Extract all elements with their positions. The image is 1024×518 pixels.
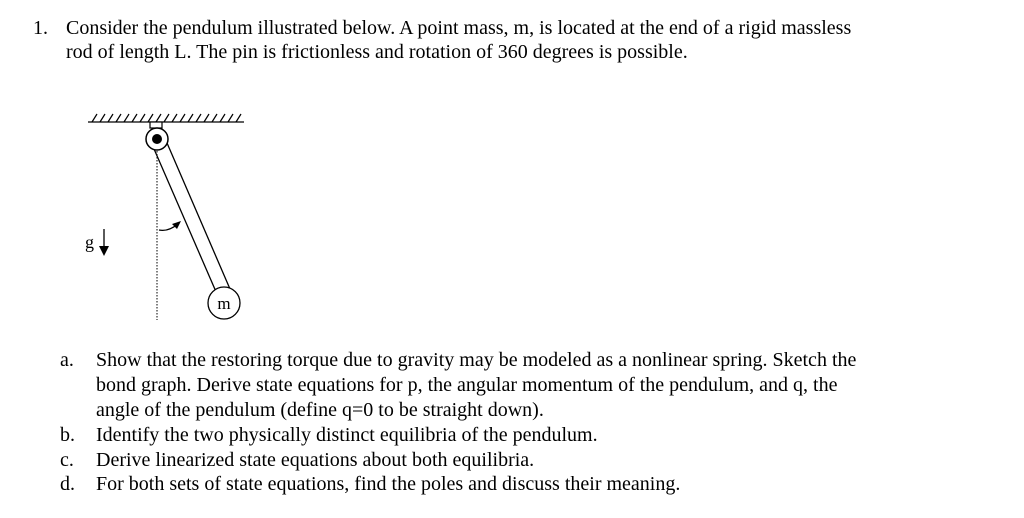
question-intro-line-2: rod of length L. The pin is frictionless and rotation of 360 degrees is possible. [66,41,688,63]
gravity-label: g [85,232,94,252]
rod-edge-left [151,142,217,294]
part-a-line-1: Show that the restoring torque due to gravity may be modeled as a nonlinear spring. Sketch the [96,349,857,371]
pin-bracket [150,122,162,128]
part-d-label: d. [60,473,75,495]
part-c-line-1: Derive linearized state equations about both equilibria. [96,449,535,471]
part-a-label: a. [60,349,74,371]
part-b-label: b. [60,424,75,446]
question-number: 1. [33,17,48,39]
pivot-inner-dot [152,134,162,144]
mass-label: m [217,294,231,313]
gravity-arrowhead [99,246,109,256]
part-a-line-3: angle of the pendulum (define q=0 to be straight down). [96,399,544,421]
rod-edge-right [164,136,230,289]
question-intro-line-1: Consider the pendulum illustrated below. A point mass, m, is located at the end of a rigid massless [66,17,852,39]
part-b-line-1: Identify the two physically distinct equilibria of the pendulum. [96,424,598,446]
ceiling-hatching [92,114,241,122]
part-a-line-2: bond graph. Derive state equations for p, the angular momentum of the pendulum, and q, the [96,374,838,396]
part-d-line-1: For both sets of state equations, find the poles and discuss their meaning. [96,473,681,495]
part-c-label: c. [60,449,74,471]
